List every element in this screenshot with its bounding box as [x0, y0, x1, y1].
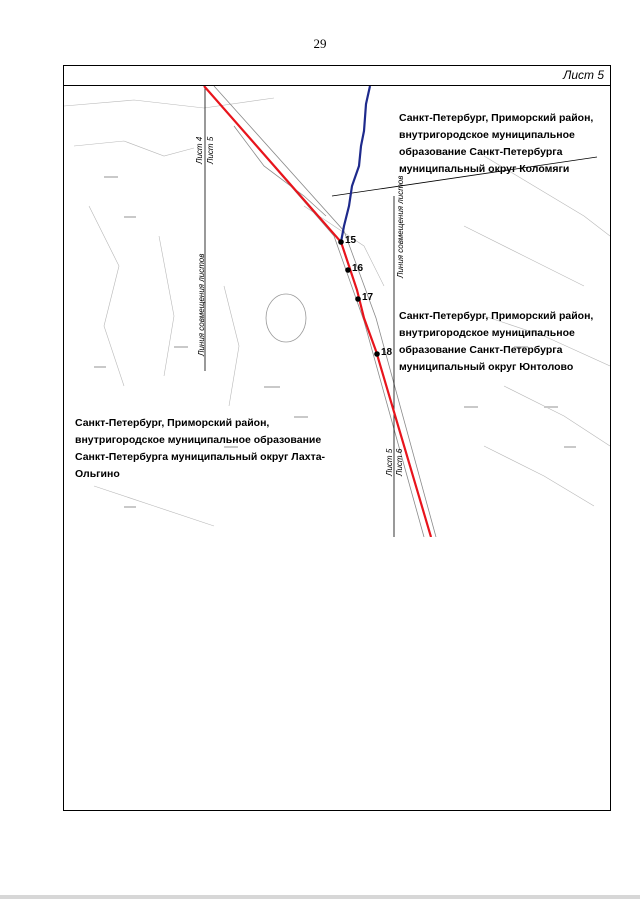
boundary-point: [355, 296, 361, 302]
point-label-16: 16: [352, 263, 364, 274]
district-yuntolovo: Санкт-Петербург, Приморский район, внутригородское муниципальное образование Санкт-Петербурга муниципальный округ Юнтолово: [399, 310, 594, 373]
sheet-5-label-top: Лист 5: [206, 136, 215, 164]
boundary-point: [345, 267, 351, 273]
boundary-point: [338, 239, 344, 245]
district-lakhta-olgino: Санкт-Петербург, Приморский район, внутригородское муниципальное образование Санкт-Петербурга муниципальный округ Лахта- Ольгино: [75, 417, 326, 480]
sheet-line-label-right: Линия совмещения листов: [396, 175, 405, 278]
depression-contour: [266, 294, 306, 342]
sheet-5-label-bottom: Лист 5: [385, 448, 394, 476]
topographic-map: [64, 86, 610, 537]
boundary-blue-line: [341, 86, 370, 242]
point-label-18: 18: [381, 347, 393, 358]
district-kolomyagi: Санкт-Петербург, Приморский район, внутригородское муниципальное образование Санкт-Петербурга муниципальный округ Коломяги: [399, 112, 594, 175]
boundary-point: [374, 351, 380, 357]
sheet-4-label: Лист 4: [195, 136, 204, 164]
sheet-line-label-left: Линия совмещения листов: [197, 253, 206, 356]
sheet-label: Лист 5: [563, 68, 604, 82]
footer-rule: [0, 895, 640, 899]
page-number: 29: [313, 36, 327, 51]
map-sheet-frame: [63, 65, 611, 811]
point-label-15: 15: [345, 235, 357, 246]
sheet-6-label: Лист 6: [395, 448, 404, 476]
sheet-header: [64, 66, 610, 86]
point-label-17: 17: [362, 292, 374, 303]
